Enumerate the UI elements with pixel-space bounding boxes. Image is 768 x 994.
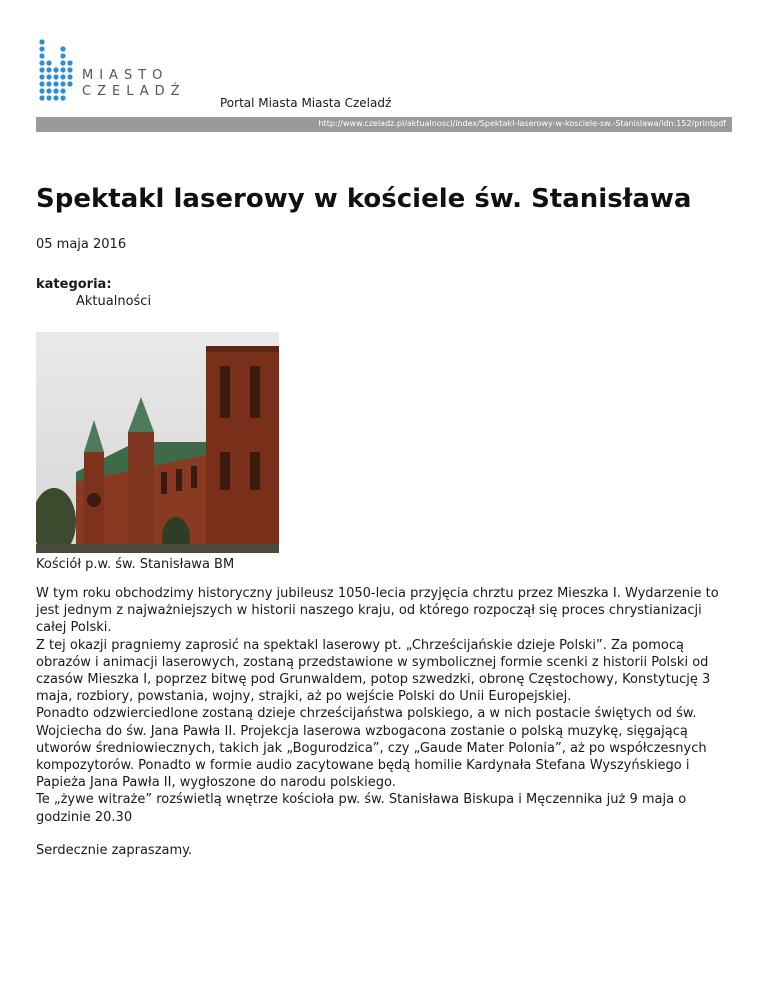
closing-line: Serdecznie zapraszamy. bbox=[36, 843, 193, 858]
paragraph-3: Ponadto odzwierciedlone zostaną dzieje chrześcijaństwa polskiego, a w nich postacie świętych od św. Wojciecha do św. Jana Pawła II. Projekcja laserowa wzbogacona zostanie o polską muzykę, sięgającą utworów średniowiecznych, takich jak „Bogurodzica”, czy „Gaude Mater Polonia”, aż po współczesnych kompozytorów. Ponadto w formie audio zacytowane będą homilie Kardynała Stefana Wyszyńskiego i Papieża Jana Pawła II, wygłoszone do narodu polskiego. bbox=[36, 706, 707, 791]
url-bar bbox=[36, 117, 732, 132]
article-body bbox=[36, 585, 736, 826]
city-logo bbox=[36, 38, 216, 108]
logo-line-1: MIASTO bbox=[82, 68, 169, 83]
paragraph-4: Te „żywe witraże” rozświetlą wnętrze kościoła pw. św. Stanisława Biskupa i Męczennika już 9 maja o godzinie 20.30 bbox=[36, 792, 687, 825]
church-photo bbox=[36, 332, 279, 553]
category-label: kategoria: bbox=[36, 277, 112, 292]
article-title: Spektakl laserowy w kościele św. Stanisława bbox=[36, 184, 692, 214]
image-caption: Kościół p.w. św. Stanisława BM bbox=[36, 557, 235, 572]
logo-text bbox=[82, 68, 186, 100]
logo-mark-icon bbox=[36, 38, 76, 108]
church-image bbox=[36, 332, 279, 553]
paragraph-1: W tym roku obchodzimy historyczny jubileusz 1050-lecia przyjęcia chrztu przez Mieszka I. Wydarzenie to jest jednym z najważniejszych w historii naszego kraju, od którego rozpoczął się proces chrystianizacji całej Polski. bbox=[36, 586, 719, 636]
portal-name: Portal Miasta Miasta Czeladź bbox=[220, 96, 392, 110]
logo-line-2: CZELADŹ bbox=[82, 84, 186, 99]
article-date: 05 maja 2016 bbox=[36, 237, 127, 252]
paragraph-2: Z tej okazji pragniemy zaprosić na spektakl laserowy pt. „Chrześcijańskie dzieje Polski”. Za pomocą obrazów i animacji laserowych, zostaną przedstawione w symbolicznej formie scenki z historii Polski od czasów Mieszka I, poprzez bitwę pod Grunwaldem, potop szwedzki, obronę Częstochowy, Konstytucję 3 maja, rozbiory, powstania, wojny, strajki, aż po wejście Polski do Unii Europejskiej. bbox=[36, 637, 711, 705]
category-value: Aktualności bbox=[76, 294, 152, 309]
page-url[interactable]: http://www.czeladz.pl/aktualnosci/index/Spektakl-laserowy-w-kosciele-sw.-Stanislawa/idn:152/printpdf bbox=[318, 119, 726, 128]
